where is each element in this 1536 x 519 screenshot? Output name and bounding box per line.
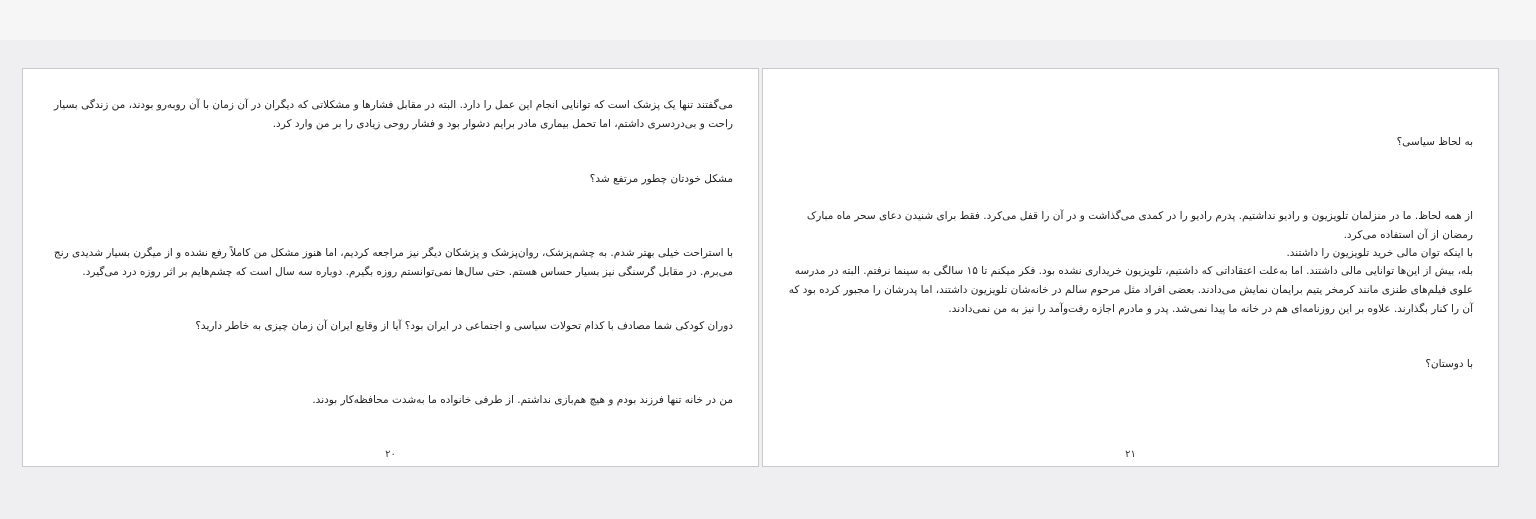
question-heading: با دوستان؟ [1425,358,1473,370]
answer-paragraph: می‌گفتند تنها یک پزشک است که توانایی انجام این عمل را دارد. البته در مقابل فشارها و مشکلاتی که دیگران در آن زمان با آن روبه‌رو بودند، من زندگی بسیار راحت و بی‌دردسری داشتم، اما تحمل بیماری مادر برایم دشوار بود و فشار روحی زیادی را بر من وارد کرد. [54,99,733,130]
question-heading: دوران کودکی شما مصادف با کدام تحولات سیاسی و اجتماعی در ایران بود؟ آیا از وقایع ایران آن زمان چیزی به خاطر دارید؟ [195,320,733,332]
answer-paragraph: از همه لحاظ. ما در منزلمان تلویزیون و رادیو نداشتیم. پدرم رادیو را در کمدی می‌گذاشت و در آن را قفل می‌کرد. فقط برای شنیدن دعای سحر ماه مبارک رمضان از آن استفاده می‌کرد. [806,210,1473,241]
page-20 [22,68,759,467]
answer-paragraph: بله، بیش از این‌ها توانایی مالی داشتند. اما به‌علت اعتقاداتی که داشتیم، تلویزیون خریداری نشده بود. فکر میکنم تا ۱۵ سالگی به سینما نرفتم. البته در مدرسه علوی فیلم‌های طنزی مانند کرمخر یتیم برایمان نمایش می‌دادند. بعضی افراد مثل مرحوم سالم در خانه‌شان تلویزیون داشتند، اما پدرشان را مجبور کرده بود که آن را کنار بگذارند. علاوه بر این روزنامه‌ای هم در خانه ما پیدا نمی‌شد. پدر و مادرم اجازه رفت‌وآمد را نیز به من نمی‌دادند. [788,265,1473,315]
page-number: ۲۱ [1125,449,1136,460]
page-21 [762,68,1499,467]
question-heading: به لحاظ سیاسی؟ [1396,136,1473,148]
answer-paragraph: با استراحت خیلی بهتر شدم. به چشم‌پزشک، روان‌پزشک و پزشکان دیگر نیز مراجعه کردیم، اما هنوز مشکل من کاملاً رفع نشده و از میگرن بسیار شدیدی رنج می‌برم. در مقابل گرسنگی نیز بسیار حساس هستم. حتی سال‌ها نمی‌توانستم روزه بگیرم. دوباره سه سال است که چشم‌هایم بر اثر روزه درد می‌گیرد. [53,247,733,278]
question-heading: مشکل خودتان چطور مرتفع شد؟ [589,173,733,185]
top-band [0,0,1536,40]
page-number: ۲۰ [385,449,396,460]
answer-paragraph: با اینکه توان مالی خرید تلویزیون را داشتند. [1286,247,1473,259]
answer-paragraph: من در خانه تنها فرزند بودم و هیچ هم‌بازی نداشتم. از طرفی خانواده ما به‌شدت محافظه‌کار بودند. [312,394,733,406]
